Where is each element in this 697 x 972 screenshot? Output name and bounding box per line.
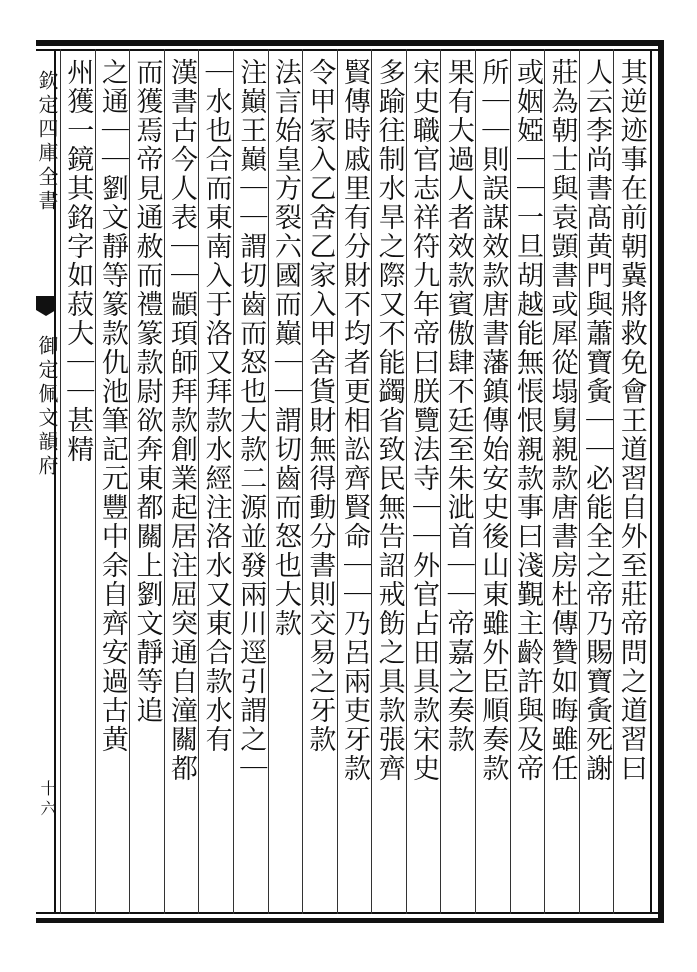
text-column: 莊為朝士與袁顗書或犀從塌舅親款唐書房杜傳贊如晦雖任 xyxy=(546,58,578,783)
text-column: 所｜｜則誤謀效款唐書藩鎮傳始安史後山東雖外臣順奏款 xyxy=(477,58,509,783)
text-column: 或姻婭｜｜一旦胡越能無悵恨親款事曰淺覲主齡許與及帝 xyxy=(511,58,543,783)
frame-top-border xyxy=(36,40,664,46)
text-column: 漢書古今人表｜｜顓頊師拜款創業起居注屈突通自潼關都 xyxy=(166,58,198,783)
frame-right-border xyxy=(658,40,664,923)
text-column: 注巔王巔｜｜謂切齒而怒也大款二源並發兩川逕引謂之｜ xyxy=(235,58,267,783)
text-column: 法言始皇方裂六國而巔｜｜謂切齒而怒也大款 xyxy=(269,58,301,638)
text-column: 多踰往制水旱之際又不能蠲省致民無告詔戒飭之具款張齊 xyxy=(373,58,405,783)
spine-subtitle: 御定佩文韻府 xyxy=(35,335,59,479)
frame-top-inner-border xyxy=(36,49,664,51)
page-number: 十六 xyxy=(38,780,57,820)
column-rule xyxy=(60,49,61,914)
text-column: 宋史職官志祥符九年帝曰朕覽法寺｜｜外官占田具款宋史 xyxy=(408,58,440,783)
text-column: ｜水也合而東南入于洛又拜款水經注洛水又東合款水有 xyxy=(200,58,232,754)
text-column: 賢傳時戚里有分財不均者更相訟齊賢命｜｜乃呂兩吏牙款 xyxy=(339,58,370,783)
fishtail-icon xyxy=(36,296,56,316)
frame-bottom-border xyxy=(36,918,664,923)
text-column: 其逆迹事在前朝冀將救免會王道習自外至莊帝問之道習曰 xyxy=(615,58,647,783)
frame-bottom-inner-border xyxy=(36,912,664,914)
text-column: 之通｜｜劉文靜等篆款仇池筆記元豐中余自齊安過古黄 xyxy=(96,58,128,754)
spine-title: 欽定四庫全書 xyxy=(35,70,59,214)
text-column: 州獲一鏡其銘字如菽大｜｜甚精 xyxy=(62,58,94,464)
frame-right-inner-border xyxy=(650,49,652,914)
text-column: 令甲家入乙舍乙家入甲舍貨財無得動分書則交易之牙款 xyxy=(304,58,336,754)
text-column: 人云李尚書髙黄門與蕭寶夤｜｜必能全之帝乃賜寶夤死謝 xyxy=(581,58,613,783)
text-column: 而獲焉帝見通赦而禮篆款尉欲奔東都關上劉文靜等追 xyxy=(131,58,163,725)
text-column: 果有大過人者效款賓傲肆不廷至朱泚首｜｜帝嘉之奏款 xyxy=(442,58,474,754)
